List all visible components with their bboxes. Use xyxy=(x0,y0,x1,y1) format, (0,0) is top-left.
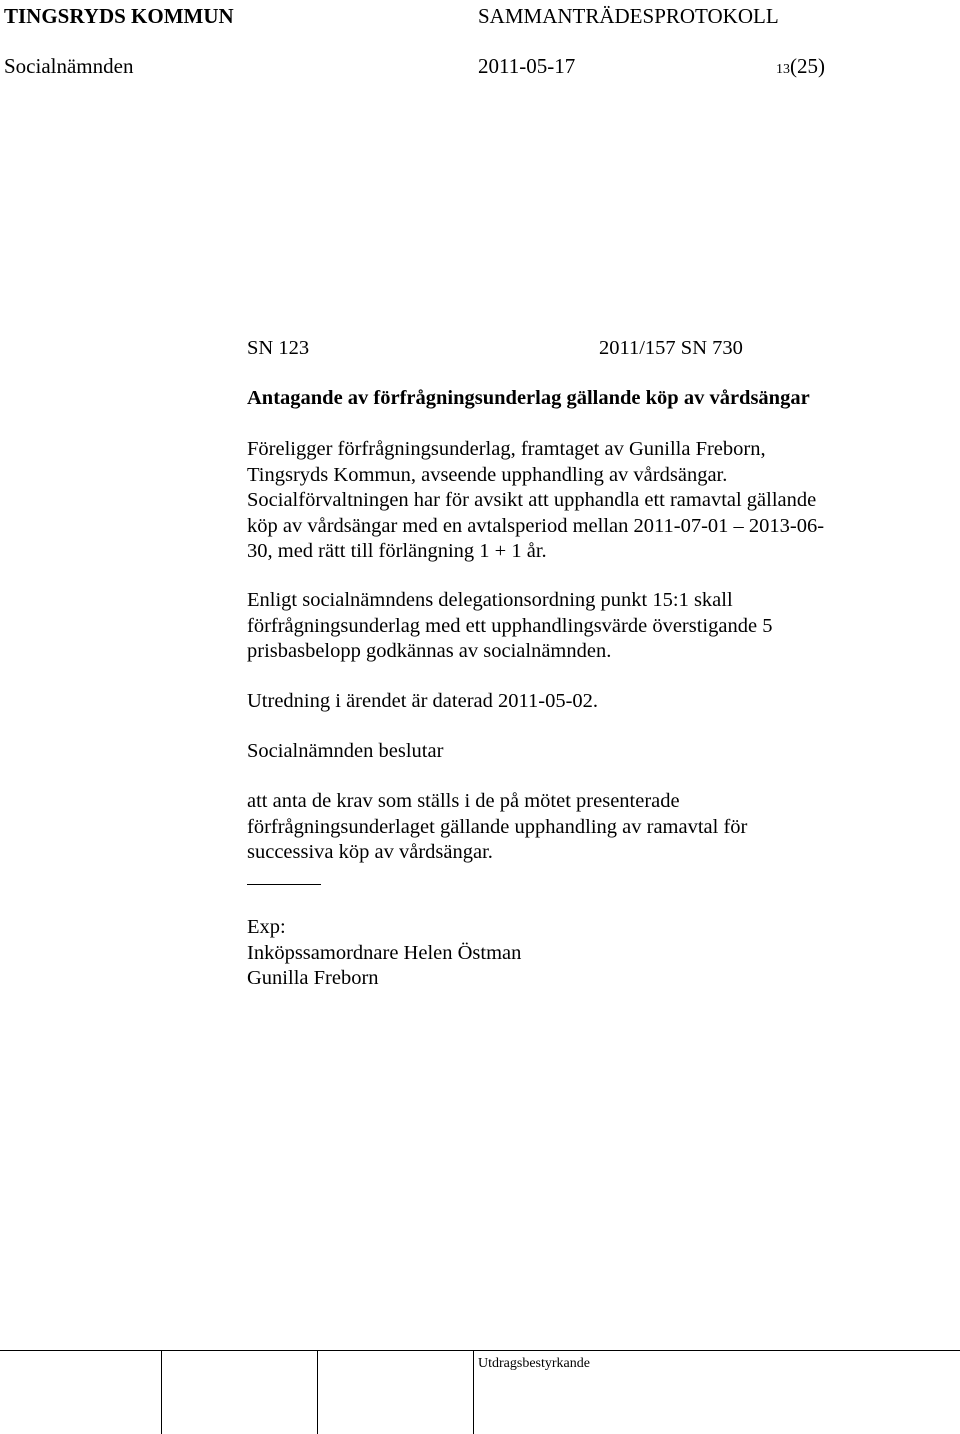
footer-column-divider xyxy=(317,1350,318,1434)
case-number: 2011/157 SN 730 xyxy=(599,337,743,359)
meeting-date: 2011-05-17 xyxy=(478,54,576,78)
paragraph-line: 30, med rätt till förlängning 1 + 1 år. xyxy=(247,540,547,562)
item-title: Antagande av förfrågningsunderlag gällande köp av vårdsängar xyxy=(247,387,810,409)
page-current: 13 xyxy=(776,62,790,77)
decision-heading: Socialnämnden beslutar xyxy=(247,740,444,762)
paragraph-delegation xyxy=(247,588,772,665)
expedition-block xyxy=(247,915,521,992)
expedition-label: Exp: xyxy=(247,916,286,938)
footer-top-line xyxy=(0,1350,960,1351)
paragraph-line: prisbasbelopp godkännas av socialnämnden. xyxy=(247,640,612,662)
paragraph-line: köp av vårdsängar med en avtalsperiod mellan 2011-07-01 – 2013-06- xyxy=(247,514,825,537)
investigation-note: Utredning i ärendet är daterad 2011-05-02. xyxy=(247,690,599,712)
decision-line: successiva köp av vårdsängar. xyxy=(247,841,493,863)
municipality-name: TINGSRYDS KOMMUN xyxy=(4,4,234,28)
paragraph-line: Tingsryds Kommun, avseende upphandling av vårdsängar. xyxy=(247,463,728,486)
decision-line: att anta de krav som ställs i de på mötet presenterade xyxy=(247,790,680,812)
paragraph-background xyxy=(247,437,824,565)
recipient: Gunilla Freborn xyxy=(247,967,379,989)
document-type: SAMMANTRÄDESPROTOKOLL xyxy=(478,4,779,28)
page-total: (25) xyxy=(790,54,825,78)
decision-text xyxy=(247,789,747,866)
item-number: SN 123 xyxy=(247,337,310,359)
separator-line xyxy=(247,884,321,885)
page-number xyxy=(776,54,825,78)
footer-column-divider xyxy=(161,1350,162,1434)
paragraph-line: förfrågningsunderlag med ett upphandlingsvärde överstigande 5 xyxy=(247,614,773,637)
paragraph-line: Socialförvaltningen har för avsikt att upphandla ett ramavtal gällande xyxy=(247,489,817,511)
recipient: Inköpssamordnare Helen Östman xyxy=(247,941,522,964)
committee-name: Socialnämnden xyxy=(4,54,134,78)
decision-line: förfrågningsunderlaget gällande upphandling av ramavtal för xyxy=(247,815,748,838)
footer-column-divider xyxy=(473,1350,474,1434)
paragraph-line: Enligt socialnämndens delegationsordning punkt 15:1 skall xyxy=(247,589,733,611)
extract-certification-label: Utdragsbestyrkande xyxy=(478,1356,590,1371)
paragraph-line: Föreligger förfrågningsunderlag, framtaget av Gunilla Freborn, xyxy=(247,438,766,460)
